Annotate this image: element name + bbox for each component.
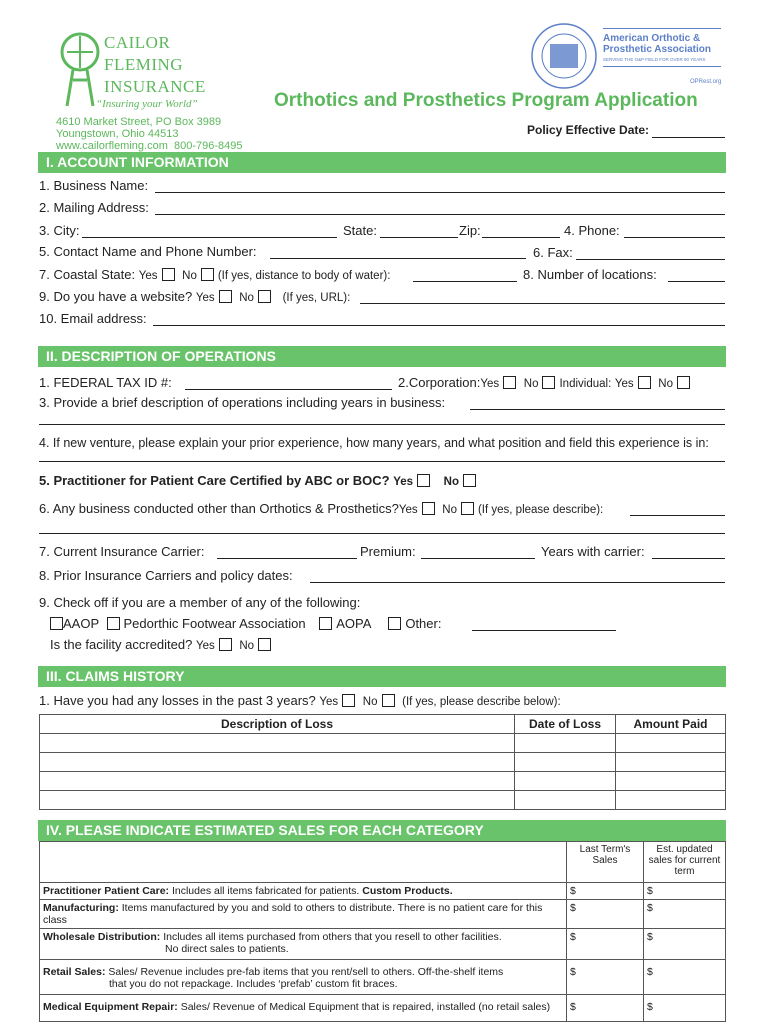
section-claims-history: III. CLAIMS HISTORY xyxy=(38,666,726,687)
business-name-field[interactable] xyxy=(155,178,725,193)
locations-field[interactable] xyxy=(668,267,725,282)
claim-date-cell[interactable] xyxy=(515,753,616,772)
no-label: No xyxy=(523,378,539,390)
yes-label: Yes xyxy=(393,476,414,488)
category-label: Manufacturing: xyxy=(43,902,119,914)
col-last-term: Last Term's Sales xyxy=(567,842,644,883)
other-if-label: (If yes, please describe): xyxy=(477,504,604,516)
pedorthic-checkbox[interactable] xyxy=(107,617,120,630)
entity-row xyxy=(398,375,694,392)
description-label: 3. Provide a brief description of operations including years in business: xyxy=(39,395,446,410)
practitioner-label: 5. Practitioner for Patient Care Certified by ABC or BOC? xyxy=(39,473,390,488)
claim-amount-cell[interactable] xyxy=(616,734,726,753)
coastal-distance-field[interactable] xyxy=(413,267,517,282)
coastal-no-checkbox[interactable] xyxy=(201,268,214,281)
losses-row xyxy=(39,693,561,710)
sales-category-cell xyxy=(40,883,567,900)
losses-if-label: (If yes, please describe below): xyxy=(402,696,561,708)
category-extra: Custom Products. xyxy=(362,885,453,897)
aaop-label: AAOP xyxy=(63,616,99,631)
page-title: Orthotics and Prosthetics Program Application xyxy=(274,90,698,111)
yes-label: Yes xyxy=(138,270,158,282)
individual-yes-checkbox[interactable] xyxy=(638,376,651,389)
col-description: Description of Loss xyxy=(40,715,515,734)
policy-date-field[interactable] xyxy=(652,123,725,138)
accredited-label: Is the facility accredited? xyxy=(50,637,193,652)
aopa-logo-text xyxy=(603,28,721,67)
email-field[interactable] xyxy=(153,311,725,326)
premium-label: Premium: xyxy=(360,544,416,559)
new-venture-field[interactable] xyxy=(39,447,725,462)
no-label: No xyxy=(182,270,197,282)
state-label: State: xyxy=(343,223,377,238)
other-member-label: Other: xyxy=(405,616,442,631)
losses-no-checkbox[interactable] xyxy=(382,694,395,707)
fax-label: 6. Fax: xyxy=(533,245,573,260)
company-phone: 800-796-8495 xyxy=(174,140,243,152)
sales-header-row xyxy=(40,842,726,883)
no-label: No xyxy=(239,640,255,652)
yes-label: Yes xyxy=(195,640,215,652)
other-business-yes-checkbox[interactable] xyxy=(422,502,435,515)
fax-field[interactable] xyxy=(576,245,725,260)
section-estimated-sales: IV. PLEASE INDICATE ESTIMATED SALES FOR EACH CATEGORY xyxy=(38,820,726,841)
city-label: 3. City: xyxy=(39,223,80,238)
claim-date-cell[interactable] xyxy=(515,772,616,791)
business-name-label: 1. Business Name: xyxy=(39,178,149,193)
sales-category-cell xyxy=(40,960,567,995)
tax-id-field[interactable] xyxy=(185,375,392,390)
website-row xyxy=(39,289,350,306)
est-cell[interactable]: $ xyxy=(644,929,726,960)
no-label: No xyxy=(239,292,254,304)
website-if-label: (If yes, URL): xyxy=(282,292,351,304)
company-name-line: FLEMING xyxy=(104,55,184,74)
category-extra: that you do not repackage. Includes ‘prefab’ custom fit braces. xyxy=(109,978,398,990)
est-cell[interactable]: $ xyxy=(644,900,726,929)
website-link[interactable]: www.cailorfleming.com xyxy=(56,140,168,152)
corporation-no-checkbox[interactable] xyxy=(542,376,555,389)
years-carrier-field[interactable] xyxy=(652,544,725,559)
company-name-line: CAILOR xyxy=(104,33,171,52)
est-cell[interactable]: $ xyxy=(644,883,726,900)
contact-label: 5. Contact Name and Phone Number: xyxy=(39,244,257,259)
coastal-if-label: (If yes, distance to body of water): xyxy=(217,270,391,282)
sales-category-cell xyxy=(40,929,567,960)
zip-label: Zip: xyxy=(459,223,481,238)
email-label: 10. Email address: xyxy=(39,311,147,326)
no-label: No xyxy=(362,696,378,708)
other-business-label: 6. Any business conducted other than Orthotics & Prosthetics? xyxy=(39,501,399,516)
no-label: No xyxy=(658,378,673,390)
yes-label: Yes xyxy=(614,378,634,390)
no-label: No xyxy=(442,504,457,516)
website-url-field[interactable] xyxy=(360,289,725,304)
company-name-line: INSURANCE xyxy=(104,77,206,96)
tagline: “Insuring your World” xyxy=(96,98,198,110)
coastal-yes-checkbox[interactable] xyxy=(162,268,175,281)
practitioner-no-checkbox[interactable] xyxy=(463,474,476,487)
category-text: Sales/ Revenue of Medical Equipment that is repaired, installed (no retail sales) xyxy=(180,1001,551,1013)
coastal-label: 7. Coastal State: xyxy=(39,267,136,282)
individual-label: Individual: xyxy=(559,378,612,390)
table-row xyxy=(40,753,726,772)
practitioner-yes-checkbox[interactable] xyxy=(417,474,430,487)
last-term-cell[interactable]: $ xyxy=(567,883,644,900)
state-field[interactable] xyxy=(380,223,458,238)
section-description-of-operations: II. DESCRIPTION OF OPERATIONS xyxy=(38,346,726,367)
aopa-site: OPRest.org xyxy=(690,79,722,85)
aopa-subtitle: SERVING THE O&P FIELD FOR OVER 90 YEARS xyxy=(603,57,706,62)
other-member-field[interactable] xyxy=(472,616,616,631)
accredited-no-checkbox[interactable] xyxy=(258,638,271,651)
claim-amount-cell[interactable] xyxy=(616,791,726,810)
sales-category-cell xyxy=(40,900,567,929)
category-label: Retail Sales: xyxy=(43,966,106,978)
claim-description-cell[interactable] xyxy=(40,772,515,791)
claims-header-row xyxy=(40,715,726,734)
other-business-no-checkbox[interactable] xyxy=(461,502,474,515)
claim-description-cell[interactable] xyxy=(40,791,515,810)
losses-yes-checkbox[interactable] xyxy=(342,694,355,707)
section-account-information: I. ACCOUNT INFORMATION xyxy=(38,152,726,173)
address-line: Youngstown, Ohio 44513 xyxy=(56,128,179,140)
category-label: Medical Equipment Repair: xyxy=(43,1001,178,1013)
table-row xyxy=(40,929,726,960)
claim-amount-cell[interactable] xyxy=(616,772,726,791)
table-row xyxy=(40,883,726,900)
pedorthic-label: Pedorthic Footwear Association xyxy=(123,616,306,631)
mailing-address-field[interactable] xyxy=(155,200,725,215)
mailing-address-label: 2. Mailing Address: xyxy=(39,200,149,215)
premium-field[interactable] xyxy=(421,544,535,559)
category-label: Wholesale Distribution: xyxy=(43,931,161,943)
claim-date-cell[interactable] xyxy=(515,734,616,753)
claim-amount-cell[interactable] xyxy=(616,753,726,772)
category-text: Includes all items purchased from others that you resell to other facilities. xyxy=(163,931,502,943)
sales-category-cell xyxy=(40,995,567,1022)
tax-id-label: 1. FEDERAL TAX ID #: xyxy=(39,375,172,390)
other-business-row xyxy=(39,501,603,518)
contact-field[interactable] xyxy=(270,244,526,259)
sales-table xyxy=(39,841,726,1022)
individual-no-checkbox[interactable] xyxy=(677,376,690,389)
category-text: Includes all items fabricated for patients. xyxy=(171,885,360,897)
corporation-yes-checkbox[interactable] xyxy=(503,376,516,389)
last-term-cell[interactable]: $ xyxy=(567,960,644,995)
practitioner-row xyxy=(39,473,480,490)
other-business-field[interactable] xyxy=(630,501,725,516)
new-venture-label: 4. If new venture, please explain your prior experience, how many years, and what position and field this experience is in: xyxy=(39,436,709,450)
website-no-checkbox[interactable] xyxy=(258,290,271,303)
city-field[interactable] xyxy=(82,223,337,238)
claim-date-cell[interactable] xyxy=(515,791,616,810)
claims-table xyxy=(39,714,726,810)
address-line: 4610 Market Street, PO Box 3989 xyxy=(56,116,222,128)
table-row xyxy=(40,960,726,995)
claim-description-cell[interactable] xyxy=(40,734,515,753)
membership-row xyxy=(50,616,441,632)
website-yes-checkbox[interactable] xyxy=(219,290,232,303)
description-field-line2[interactable] xyxy=(39,410,725,425)
accredited-yes-checkbox[interactable] xyxy=(219,638,232,651)
aopa-seal-icon xyxy=(530,22,598,90)
last-term-cell[interactable]: $ xyxy=(567,900,644,929)
carrier-field[interactable] xyxy=(217,544,357,559)
member-label: 9. Check off if you are a member of any of the following: xyxy=(39,595,361,610)
sales-header-blank xyxy=(40,842,567,883)
table-row xyxy=(40,791,726,810)
coastal-row xyxy=(39,267,390,284)
yes-label: Yes xyxy=(319,696,339,708)
website-label: 9. Do you have a website? xyxy=(39,289,193,304)
phone-label: 4. Phone: xyxy=(564,223,620,238)
category-text: Sales/ Revenue includes pre-fab items that you rent/sell to others. Off-the-shelf items xyxy=(108,966,504,978)
est-cell[interactable]: $ xyxy=(644,995,726,1022)
est-cell[interactable]: $ xyxy=(644,960,726,995)
table-row xyxy=(40,900,726,929)
aopa-name-line: Prosthetic Association xyxy=(603,44,711,55)
losses-label: 1. Have you had any losses in the past 3 years? xyxy=(39,693,316,708)
carrier-label: 7. Current Insurance Carrier: xyxy=(39,544,205,559)
claim-description-cell[interactable] xyxy=(40,753,515,772)
table-row xyxy=(40,734,726,753)
yes-label: Yes xyxy=(398,504,418,516)
col-amount: Amount Paid xyxy=(616,715,726,734)
zip-field[interactable] xyxy=(482,223,560,238)
locations-label: 8. Number of locations: xyxy=(523,267,657,282)
company-name xyxy=(104,32,206,98)
phone-field[interactable] xyxy=(624,223,725,238)
prior-carriers-label: 8. Prior Insurance Carriers and policy dates: xyxy=(39,568,293,583)
other-business-field-line2[interactable] xyxy=(39,519,725,534)
prior-carriers-field[interactable] xyxy=(310,568,725,583)
category-text: Items manufactured by you and sold to others to distribute. There is no patient care for this class xyxy=(43,902,543,926)
col-date: Date of Loss xyxy=(515,715,616,734)
aopa-checkbox[interactable] xyxy=(319,617,332,630)
yes-label: Yes xyxy=(480,378,500,390)
aopa-name-line: American Orthotic & xyxy=(603,33,701,44)
no-label: No xyxy=(443,476,460,488)
last-term-cell[interactable]: $ xyxy=(567,995,644,1022)
category-label: Practitioner Patient Care: xyxy=(43,885,170,897)
table-row xyxy=(40,995,726,1022)
last-term-cell[interactable]: $ xyxy=(567,929,644,960)
yes-label: Yes xyxy=(195,292,215,304)
company-address xyxy=(56,116,243,152)
aaop-checkbox[interactable] xyxy=(50,617,63,630)
other-member-checkbox[interactable] xyxy=(388,617,401,630)
years-carrier-label: Years with carrier: xyxy=(541,544,645,559)
col-est-updated: Est. updated sales for current term xyxy=(644,842,726,883)
category-extra: No direct sales to patients. xyxy=(165,943,289,955)
accredited-row xyxy=(50,637,275,654)
policy-date-label: Policy Effective Date: xyxy=(527,123,650,137)
corporation-label: 2.Corporation: xyxy=(398,375,481,390)
aopa-label: AOPA xyxy=(336,616,371,631)
table-row xyxy=(40,772,726,791)
description-field[interactable] xyxy=(470,395,725,410)
